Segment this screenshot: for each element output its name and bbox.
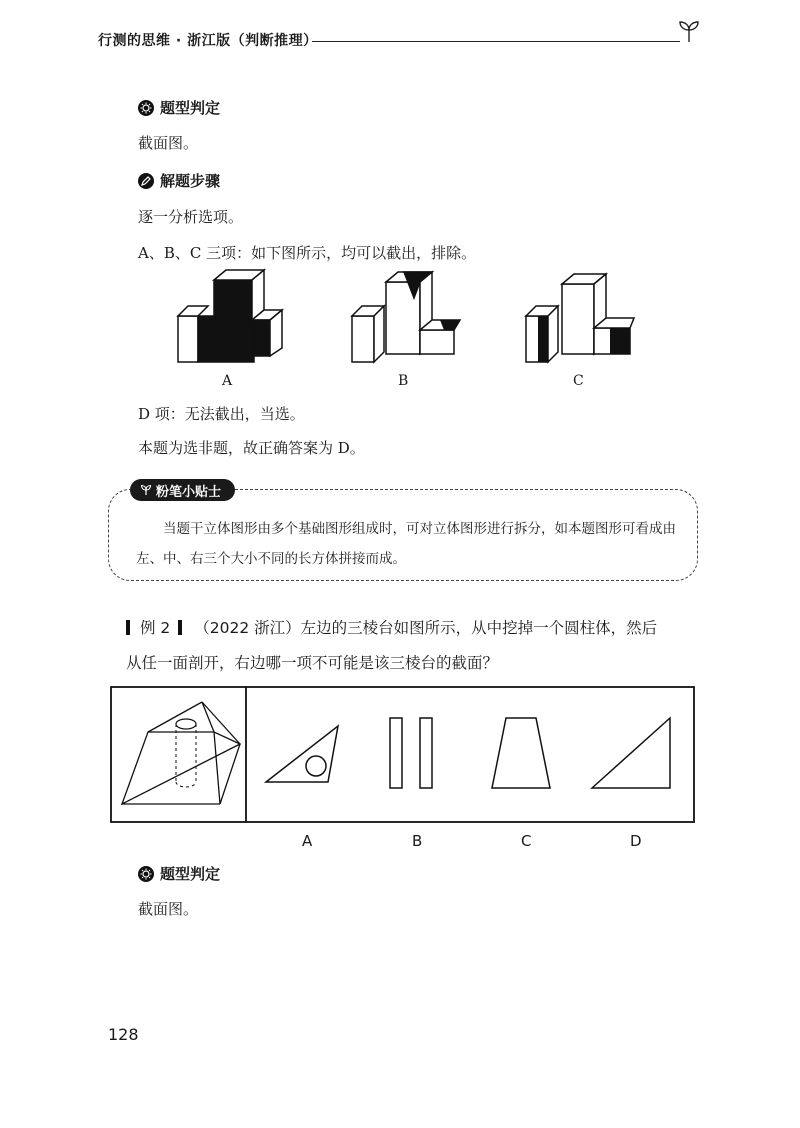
figure-label-a: A — [222, 373, 233, 389]
sprout-icon — [676, 18, 702, 44]
option-label-b: B — [412, 832, 423, 850]
lightbulb-icon — [138, 100, 154, 116]
tip-badge — [130, 479, 235, 501]
example2-line2: 从任一面剖开，右边哪一项不可能是该三棱台的截面？ — [126, 654, 499, 672]
conclusion: 本题为选非题，故正确答案为 D。 — [138, 439, 365, 457]
example2-line1 — [126, 616, 657, 638]
example-marker-right — [178, 620, 182, 635]
pencil-icon — [138, 173, 154, 189]
option-label-a: A — [302, 832, 313, 850]
type-heading-label-2: 题型判定 — [160, 865, 221, 883]
option-label-c: C — [521, 832, 532, 850]
abc-note: A、B、C 三项：如下图所示，均可以截出，排除。 — [138, 244, 477, 262]
lightbulb-icon — [138, 866, 154, 882]
solid-figure-c — [526, 274, 634, 362]
type-heading-2 — [138, 863, 220, 884]
type-answer-1: 截面图。 — [138, 134, 199, 152]
solid-figure-a — [178, 270, 282, 362]
d-note: D 项：无法截出，当选。 — [138, 405, 305, 423]
example2-text1: （2022 浙江）左边的三棱台如图所示，从中挖掉一个圆柱体，然后 — [194, 619, 658, 637]
solids-figures — [170, 268, 640, 368]
example2-figure-panel — [110, 686, 696, 824]
option-label-d: D — [630, 832, 642, 850]
figure-label-b: B — [398, 373, 409, 389]
sprout-small-icon — [140, 484, 152, 496]
page-number: 128 — [108, 1025, 139, 1044]
tip-text: 当题干立体图形由多个基础图形组成时，可对立体图形进行拆分，如本题图形可看成由左、中、右三个大小不同的长方体拼接而成。 — [136, 521, 676, 567]
steps-intro: 逐一分析选项。 — [138, 208, 244, 226]
figure-label-c: C — [573, 373, 584, 389]
type-heading-1 — [138, 97, 220, 118]
example2-label: 例 2 — [140, 619, 171, 637]
tip-badge-label: 粉笔小贴士 — [156, 484, 222, 500]
example-marker-left — [126, 620, 130, 635]
header-rule — [312, 41, 680, 42]
type-heading-label: 题型判定 — [160, 99, 221, 117]
header-title: 行测的思维 · 浙江版（判断推理） — [98, 33, 318, 49]
steps-heading-label: 解题步骤 — [160, 172, 221, 190]
steps-heading — [138, 170, 220, 191]
solid-figure-b — [352, 272, 460, 362]
type-answer-2: 截面图。 — [138, 900, 199, 918]
